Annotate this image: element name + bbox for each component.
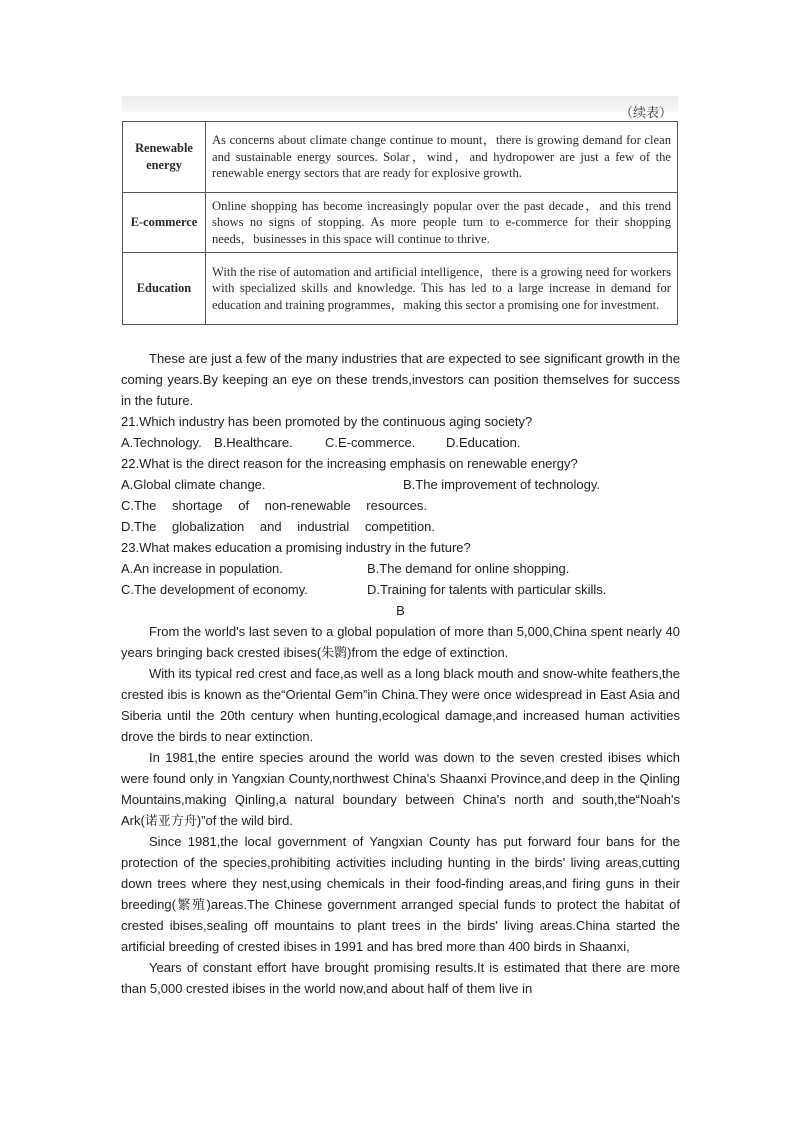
passage-paragraph: In 1981,the entire species around the world was down to the seven crested ibises which were found only in Yangxian County,northwest China's Shaanxi Province,and deep in the Qinling Mountains,making Qinling,a natural boundary between China's north and south,the“Noah's Ark(诺亚方舟)”of the wild bird. [121, 750, 680, 828]
option: B.Healthcare. [214, 435, 293, 450]
question-options [121, 495, 680, 537]
passage-paragraph: Years of constant effort have brought promising results.It is estimated that there are more than 5,000 crested ibises in the world now,and about half of them live in [121, 960, 680, 996]
table-row [123, 193, 678, 253]
scan-shadow-band [122, 96, 678, 112]
option: B.The demand for online shopping. [367, 561, 570, 576]
question-options [121, 432, 680, 453]
continued-table-label: （续表） [619, 106, 672, 121]
option: D.The globalization and industrial competition. [121, 519, 435, 534]
option: A.Technology. [121, 435, 202, 450]
question-options [121, 558, 680, 579]
industry-name: E-commerce [123, 193, 206, 253]
document-body [121, 348, 680, 999]
table-row [123, 253, 678, 325]
industry-name: Renewable energy [123, 122, 206, 193]
passage-paragraph: From the world's last seven to a global population of more than 5,000,China spent nearly 40 years bringing back crested ibises(朱鹮)from the edge of extinction. [121, 624, 680, 660]
industry-description: With the rise of automation and artificial intelligence，there is a growing need for workers with specialized skills and knowledge. This has led to a large increase in demand for education and training programmes，making this sector a promising one for investment. [206, 253, 678, 325]
option: A.An increase in population. [121, 561, 283, 576]
section-heading: B [396, 603, 405, 618]
question-options [121, 474, 680, 495]
industry-description: As concerns about climate change continue to mount，there is growing demand for clean and sustainable energy sources. Solar，wind，and hydropower are just a few of the renewable energy sectors that are ready for explosive growth. [206, 122, 678, 193]
option: D.Training for talents with particular skills. [367, 582, 607, 597]
option: C.E-commerce. [325, 435, 416, 450]
industry-name: Education [123, 253, 206, 325]
question-stem: 21.Which industry has been promoted by the continuous aging society? [121, 414, 533, 429]
industry-description: Online shopping has become increasingly popular over the past decade，and this trend shows no signs of stopping. As more people turn to e-commerce for their shopping needs，businesses in this space will continue to thrive. [206, 193, 678, 253]
passage-paragraph: Since 1981,the local government of Yangxian County has put forward four bans for the protection of the species,prohibiting activities including hunting in the birds' living areas,cutting down trees where they nest,using chemicals in their food-finding areas,and firing guns in their breeding(繁殖)areas.The Chinese government arranged special funds to protect the habitat of crested ibises,sealing off mountains to plant trees in the birds' living areas.China started the artificial breeding of crested ibises in 1991 and has bred more than 400 birds in Shaanxi, [121, 834, 680, 954]
industry-table [122, 121, 678, 325]
intro-paragraph: These are just a few of the many industries that are expected to see significant growth in the coming years.By keeping an eye on these trends,investors can position themselves for success in the future. [121, 351, 680, 408]
passage-paragraph: With its typical red crest and face,as well as a long black mouth and snow-white feathers,the crested ibis is known as the“Oriental Gem”in China.They were once widespread in East Asia and Siberia until the 20th century when hunting,ecological damage,and increased human activities drove the birds to near extinction. [121, 666, 680, 744]
option: C.The shortage of non-renewable resources. [121, 498, 427, 513]
question-stem: 23.What makes education a promising industry in the future? [121, 540, 471, 555]
option: C.The development of economy. [121, 582, 308, 597]
question-options [121, 579, 680, 600]
option: B.The improvement of technology. [403, 477, 601, 492]
option: D.Education. [446, 435, 521, 450]
table-row [123, 122, 678, 193]
question-stem: 22.What is the direct reason for the increasing emphasis on renewable energy? [121, 456, 578, 471]
option: A.Global climate change. [121, 477, 266, 492]
